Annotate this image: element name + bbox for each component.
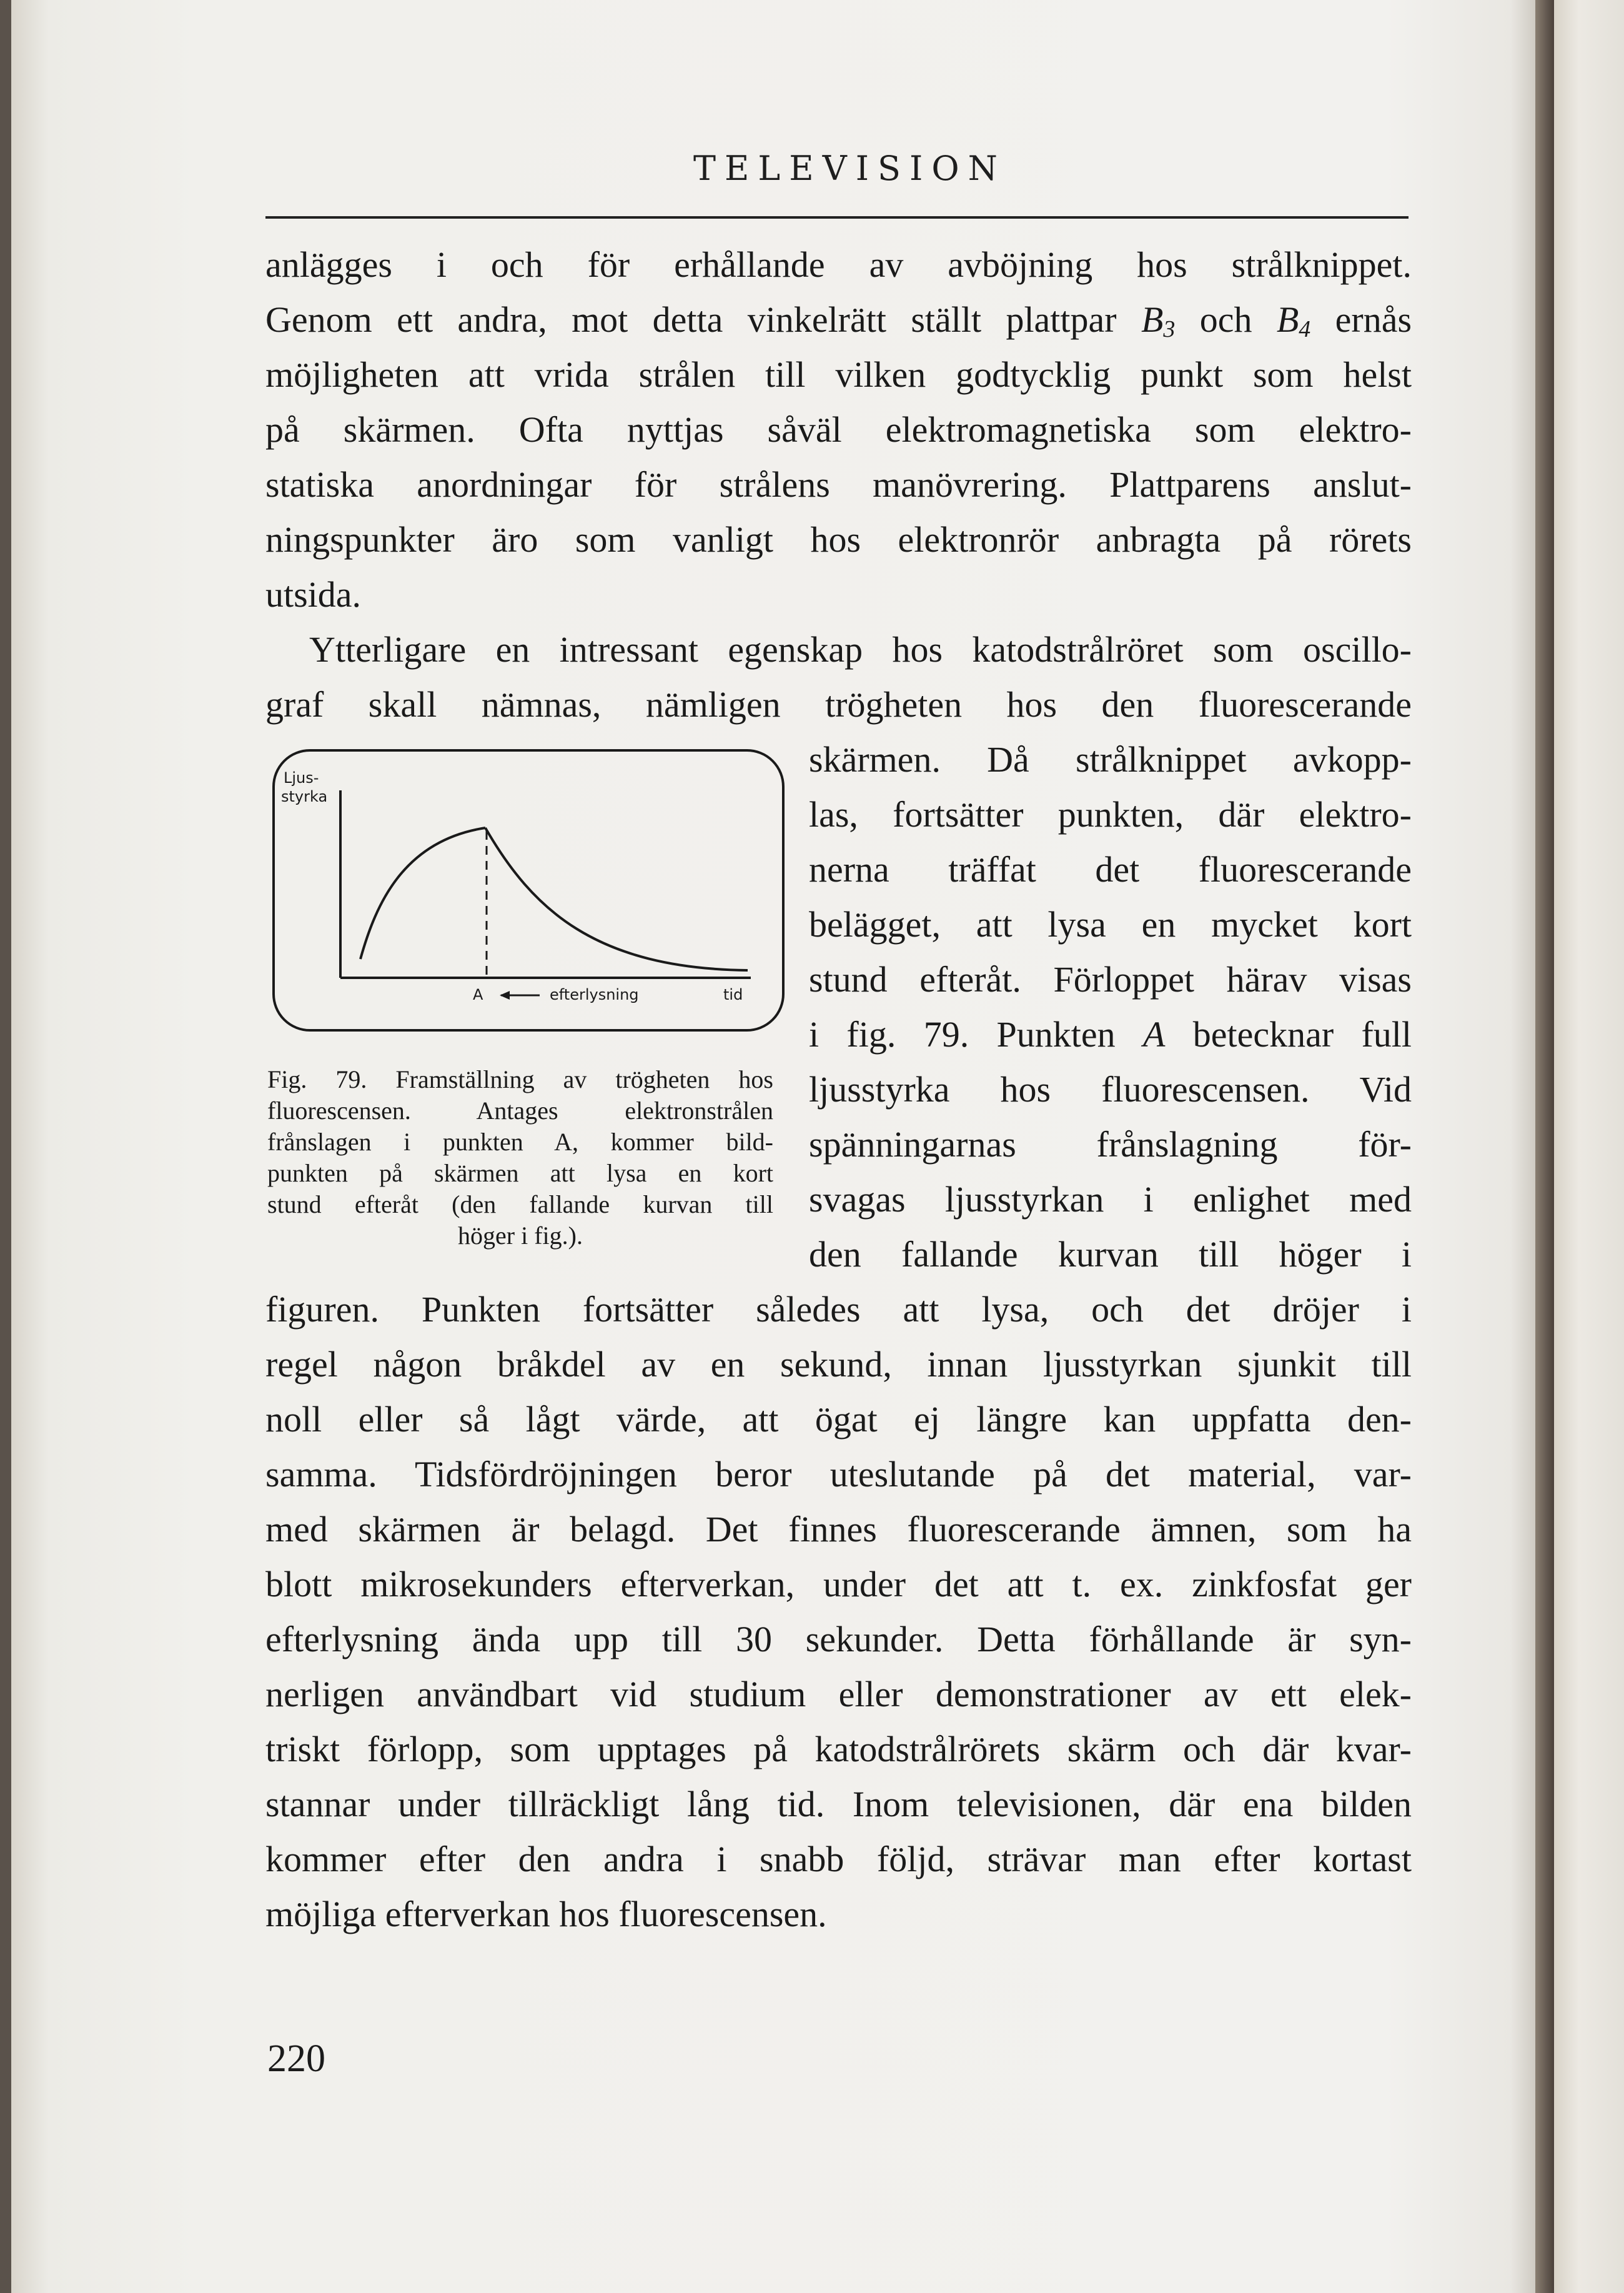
text-line: belägget, att lysa en mycket kort [809, 904, 1412, 945]
text-line: svagas ljusstyrkan i enlighet med [809, 1179, 1412, 1220]
text-line: ljusstyrka hos fluorescensen. Vid [809, 1069, 1412, 1110]
figure-caption: höger i fig.). [458, 1221, 583, 1250]
persistence-diagram [270, 747, 787, 1034]
figure-caption: frånslagen i punkten A, kommer bild- [267, 1128, 773, 1156]
text-line: regel någon bråkdel av en sekund, innan ljusstyrkan sjunkit till [265, 1344, 1412, 1385]
text-line: kommer efter den andra i snabb följd, strävar man efter kortast [265, 1839, 1412, 1879]
figure-caption: fluorescensen. Antages elektronstrålen [267, 1097, 773, 1125]
text-line: triskt förlopp, som upptages på katodstrålrörets skärm och där kvar- [265, 1729, 1412, 1769]
header-rule [265, 216, 1409, 219]
symbol-b3: $B_3$ [1141, 299, 1176, 342]
text-line: las, fortsätter punkten, där elektro- [809, 794, 1412, 835]
page-number: 220 [267, 2037, 325, 2080]
text-line: stannar under tillräckligt lång tid. Inom televisionen, där ena bilden [265, 1784, 1412, 1824]
text-segment: betecknar full [1192, 1014, 1412, 1055]
text-line: möjliga efterverkan hos fluorescensen. [265, 1894, 827, 1934]
text-line: noll eller så lågt värde, att ögat ej längre kan uppfatta den- [265, 1399, 1412, 1440]
text-line [809, 1007, 1412, 1062]
text-segment: ernås [1335, 299, 1412, 340]
text-line: utsida. [265, 574, 362, 615]
text-line: den fallande kurvan till höger i [809, 1234, 1412, 1275]
text-line: efterlysning ända upp till 30 sekunder. Detta förhållande är syn- [265, 1619, 1412, 1659]
text-line: Ytterligare en intressant egenskap hos katodstrålröret som oscillo- [309, 629, 1412, 670]
text-line: statiska anordningar för strålens manövrering. Plattparens anslut- [265, 464, 1412, 505]
text-line: möjligheten att vrida strålen till vilken godtycklig punkt som helst [265, 354, 1412, 395]
text-line: stund efteråt. Förloppet härav visas [809, 959, 1412, 1000]
text-line: skärmen. Då strålknippet avkopp- [809, 739, 1412, 780]
text-line: med skärmen är belagd. Det finnes fluorescerande ämnen, som ha [265, 1509, 1412, 1549]
text-line: nerligen användbart vid studium eller demonstrationer av ett elek- [265, 1674, 1412, 1714]
book-gutter [1535, 0, 1554, 2293]
text-segment: Genom ett andra, mot detta vinkelrätt ställt plattpar [265, 299, 1117, 340]
figure-caption: punkten på skärmen att lysa en kort [267, 1159, 773, 1187]
text-line: nerna träffat det fluorescerande [809, 849, 1412, 890]
symbol-b4: $B_4$ [1276, 299, 1311, 342]
text-line: ningspunkter äro som vanligt hos elektronrör anbragta på rörets [265, 519, 1412, 560]
text-segment: och [1199, 299, 1252, 340]
arrow-head [500, 991, 510, 1000]
text-line: spänningarnas frånslagning för- [809, 1124, 1412, 1165]
figure-caption: Fig. 79. Framställning av trögheten hos [267, 1065, 773, 1093]
figure-frame [274, 750, 783, 1030]
facing-page-edge [1554, 0, 1624, 2293]
text-line: anlägges i och för erhållande av avböjning hos strålknippet. [265, 244, 1412, 285]
text-line: graf skall nämnas, nämligen trögheten hos den fluorescerande [265, 684, 1412, 725]
running-head: TELEVISION [693, 149, 1006, 188]
rising-curve [360, 828, 485, 959]
symbol-a: A [1142, 1014, 1166, 1055]
point-a-label: A [473, 986, 483, 1003]
y-axis-label: styrka [281, 788, 328, 805]
figure-79 [270, 747, 787, 1034]
decay-curve [485, 828, 748, 970]
text-line: samma. Tidsfördröjningen beror uteslutande på det material, var- [265, 1454, 1412, 1495]
text-line: på skärmen. Ofta nyttjas såväl elektromagnetiska som elektro- [265, 409, 1412, 450]
text-segment: i fig. 79. Punkten [809, 1014, 1116, 1055]
x-axis-label: tid [723, 986, 743, 1003]
text-line: figuren. Punkten fortsätter således att lysa, och det dröjer i [265, 1289, 1412, 1330]
text-line: blott mikrosekunders efterverkan, under det att t. ex. zinkfosfat ger [265, 1564, 1412, 1604]
afterglow-label: efterlysning [550, 986, 639, 1003]
figure-caption: stund efteråt (den fallande kurvan till [267, 1190, 773, 1218]
text-line [265, 292, 1412, 347]
y-axis-label: Ljus- [284, 769, 319, 787]
